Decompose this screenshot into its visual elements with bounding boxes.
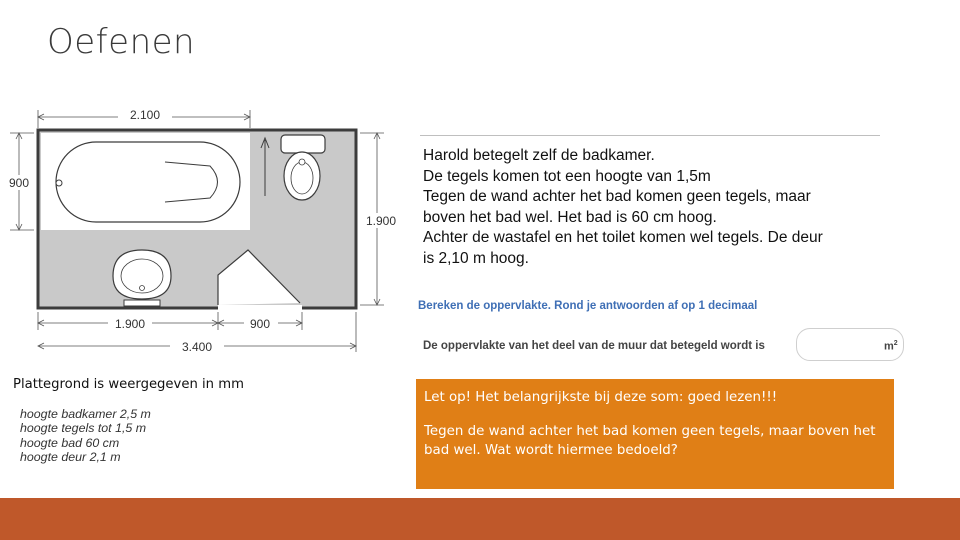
floorplan-caption: Plattegrond is weergegeven in mm [13, 377, 244, 392]
floorplan-notes [20, 407, 151, 465]
dimension-top [38, 107, 250, 128]
unit-text: m [884, 340, 894, 353]
problem-line: De tegels komen tot een hoogte van 1,5m [423, 167, 711, 185]
problem-line: is 2,10 m hoog. [423, 249, 529, 267]
dimension-right [360, 133, 401, 305]
dim-bottom-left-label: 1.900 [114, 317, 146, 331]
calculation-question: De oppervlakte van het deel van de muur dat betegeld wordt is [423, 340, 765, 352]
problem-text [423, 146, 893, 270]
dimension-bottom-left [38, 312, 218, 331]
callout-line-2: Tegen de wand achter het bad komen geen tegels, maar boven het bad wel. Wat wordt hiermee bedoeld? [424, 424, 876, 458]
callout-line-1: Let op! Het belangrijkste bij deze som: goed lezen!!! [424, 390, 778, 405]
bathtub-icon [56, 142, 240, 222]
problem-line: Harold betegelt zelf de badkamer. [423, 147, 655, 164]
footer-bar [0, 498, 960, 540]
door-gap [218, 305, 302, 311]
dim-right-label: 1.900 [365, 214, 397, 228]
dim-bottom-door-label: 900 [249, 317, 271, 331]
dim-left-label: 900 [8, 176, 30, 190]
note-line: hoogte tegels tot 1,5 m [20, 421, 147, 436]
unit-exponent: 2 [893, 340, 898, 347]
calculation-instruction: Bereken de oppervlakte. Rond je antwoorden af op 1 decimaal [418, 300, 758, 312]
note-line: hoogte deur 2,1 m [20, 450, 121, 465]
note-line: hoogte bad 60 cm [20, 435, 120, 450]
dim-bottom-total-label: 3.400 [181, 340, 213, 354]
floorplan-drawing [0, 100, 410, 360]
problem-line: boven het bad wel. Het bad is 60 cm hoog. [423, 208, 717, 226]
problem-line: Tegen de wand achter het bad komen geen tegels, maar [423, 188, 811, 206]
dimension-bottom-door [218, 312, 302, 331]
note-line: hoogte badkamer 2,5 m [20, 407, 151, 421]
problem-line: Achter de wastafel en het toilet komen wel tegels. De deur [423, 229, 823, 247]
slide-title: Oefenen [47, 22, 196, 62]
dimension-left [4, 133, 34, 230]
divider [420, 135, 880, 136]
callout-box [416, 379, 894, 489]
dimension-bottom-total [38, 312, 356, 354]
dim-top-label: 2.100 [129, 108, 161, 122]
answer-unit [884, 340, 898, 353]
